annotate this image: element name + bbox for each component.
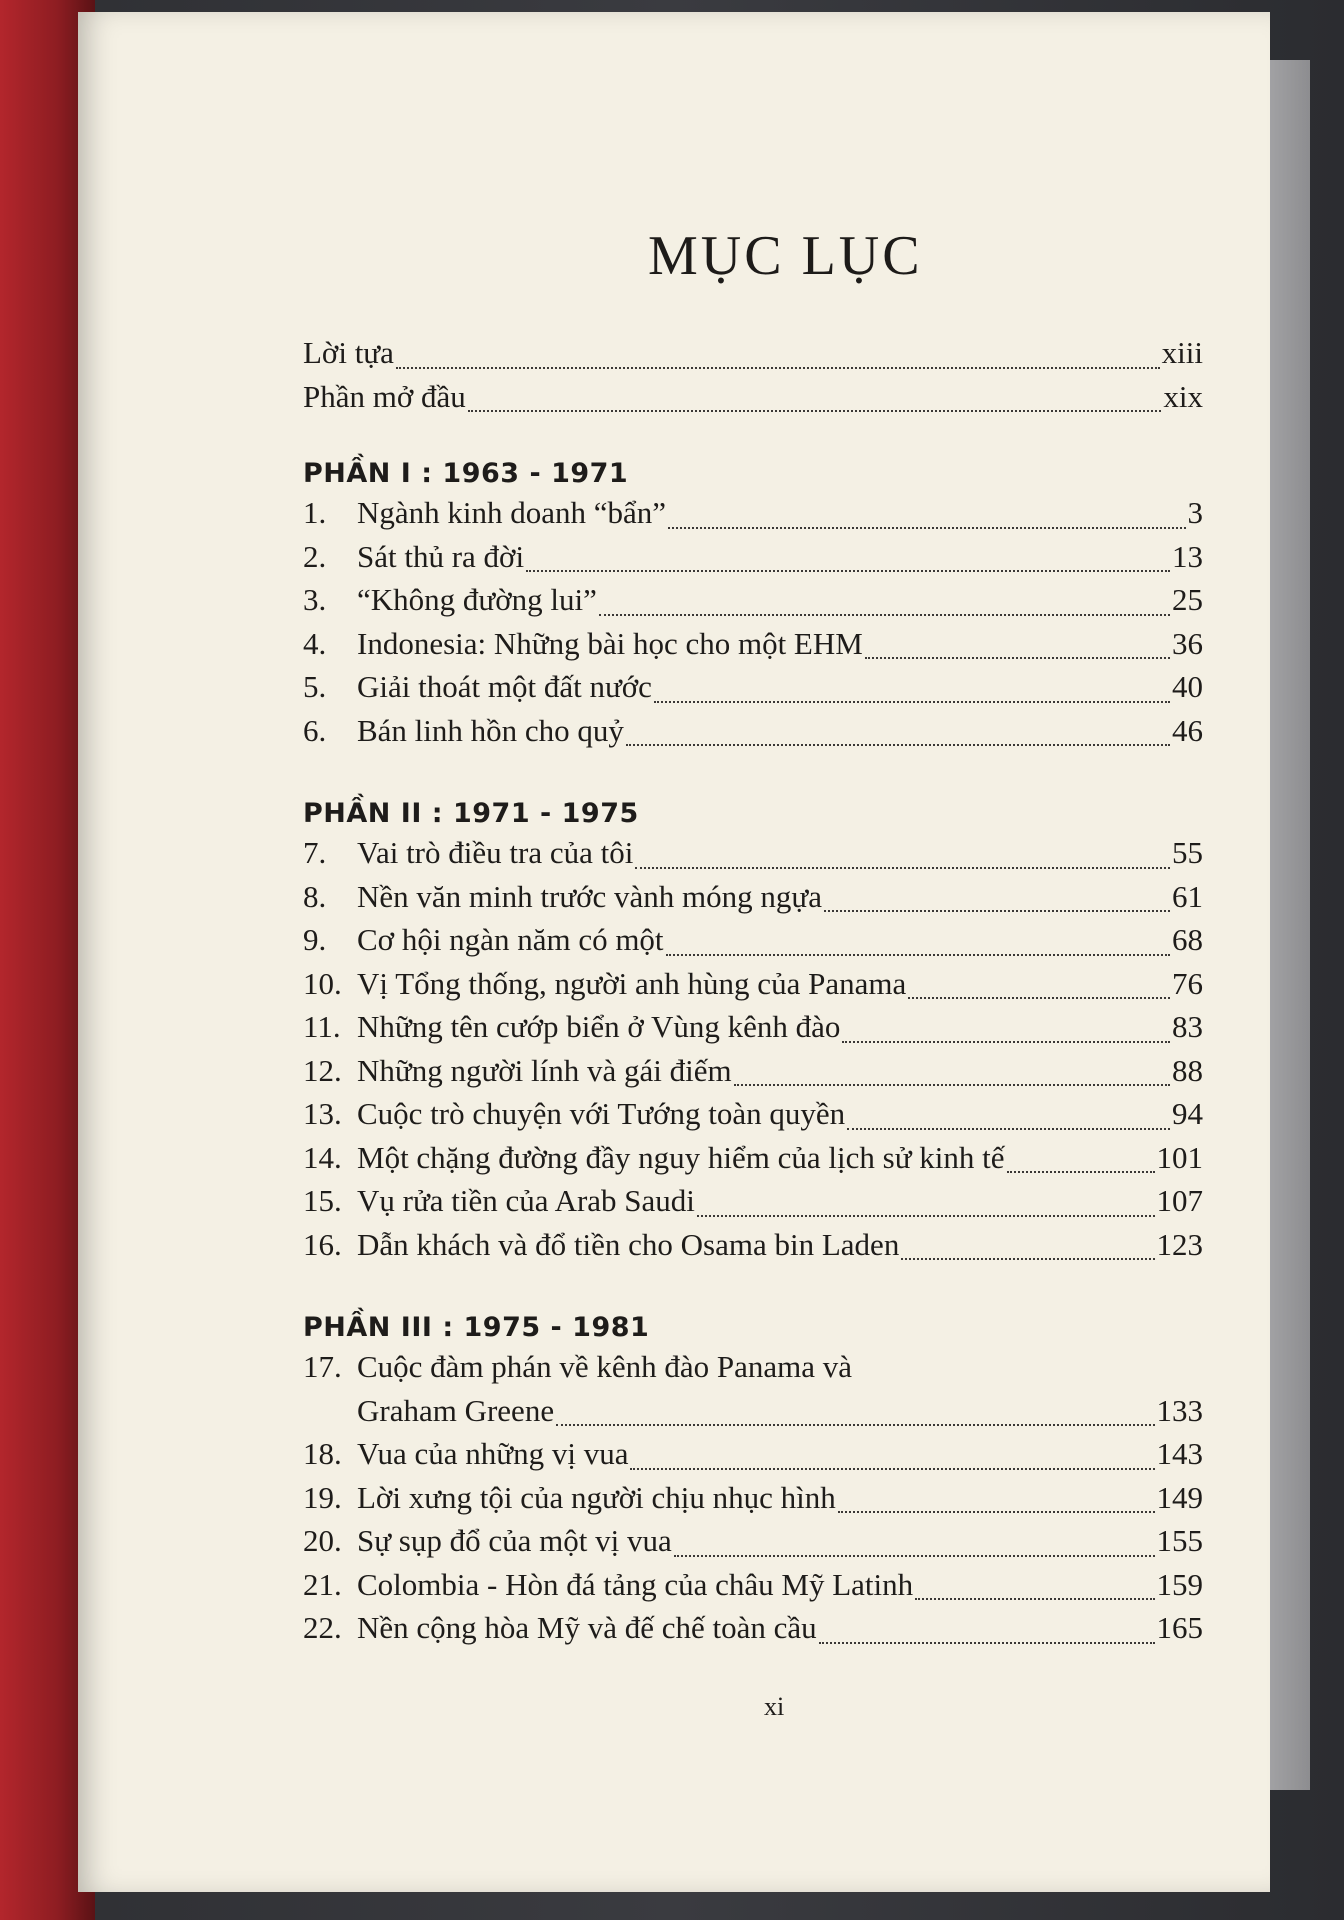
section-gap xyxy=(303,1270,1203,1300)
page-reference: 101 xyxy=(1156,1139,1203,1175)
page-reference: 76 xyxy=(1172,965,1203,1001)
page-reference: 107 xyxy=(1156,1183,1203,1218)
page-reference: 61 xyxy=(1172,878,1203,914)
dot-leader xyxy=(396,357,1160,369)
dot-leader xyxy=(626,734,1170,746)
part-heading: PHẦN III : 1975 - 1981 xyxy=(303,1312,650,1343)
chapter-number: 21. xyxy=(303,1566,342,1602)
dot-leader xyxy=(599,604,1170,616)
section-gap xyxy=(303,422,1203,446)
chapter-number: 12. xyxy=(303,1052,342,1088)
chapter-title: Giải thoát một đất nước xyxy=(357,669,652,704)
chapter-title: Sự sụp đổ của một vị vua xyxy=(357,1523,672,1558)
toc-entry[interactable] xyxy=(303,626,1203,670)
toc-entry[interactable] xyxy=(303,1567,1203,1611)
toc-entry[interactable] xyxy=(303,379,1203,423)
part-heading: PHẦN I : 1963 - 1971 xyxy=(303,458,629,489)
toc-entry[interactable] xyxy=(303,922,1203,966)
dot-leader xyxy=(468,400,1162,412)
dot-leader xyxy=(824,900,1170,912)
page-reference: 143 xyxy=(1156,1436,1203,1471)
chapter-title: Vụ rửa tiền của Arab Saudi xyxy=(357,1183,695,1218)
toc-entry-line xyxy=(303,1349,1203,1393)
dot-leader xyxy=(654,691,1170,703)
dot-leader xyxy=(630,1458,1154,1470)
chapter-number: 1. xyxy=(303,495,327,530)
chapter-number: 3. xyxy=(303,582,327,617)
chapter-title: Một chặng đường đầy nguy hiểm của lịch sử kinh tế xyxy=(357,1139,1005,1175)
dot-leader xyxy=(668,517,1185,529)
chapter-number: 9. xyxy=(303,922,327,957)
chapter-number: 13. xyxy=(303,1096,342,1131)
chapter-number: 15. xyxy=(303,1183,342,1218)
toc-entry[interactable] xyxy=(303,1393,1203,1437)
chapter-title: Phần mở đầu xyxy=(303,378,466,414)
dot-leader xyxy=(526,560,1170,572)
page-reference: 83 xyxy=(1172,1009,1203,1044)
chapter-number: 19. xyxy=(303,1479,342,1515)
toc-entry[interactable] xyxy=(303,1436,1203,1480)
chapter-title: Colombia - Hòn đá tảng của châu Mỹ Latinh xyxy=(357,1566,914,1602)
chapter-title: Vua của những vị vua xyxy=(357,1436,629,1471)
chapter-number: 11. xyxy=(303,1009,341,1044)
page-reference: 149 xyxy=(1156,1479,1203,1515)
page-reference: 165 xyxy=(1156,1610,1203,1645)
chapter-title: “Không đường lui” xyxy=(357,582,597,617)
dot-leader xyxy=(838,1501,1155,1513)
chapter-title-continued: Graham Greene xyxy=(357,1392,555,1428)
page-reference: 133 xyxy=(1156,1392,1203,1428)
dot-leader xyxy=(1007,1161,1155,1173)
book-page xyxy=(78,12,1270,1892)
chapter-number: 2. xyxy=(303,538,327,574)
toc-entry[interactable] xyxy=(303,1227,1203,1271)
page-reference: 46 xyxy=(1172,712,1203,748)
page-reference: 13 xyxy=(1172,538,1203,574)
toc-entry[interactable] xyxy=(303,713,1203,757)
page-reference: 55 xyxy=(1172,835,1203,870)
toc-entry[interactable] xyxy=(303,539,1203,583)
chapter-title: Vị Tổng thống, người anh hùng của Panama xyxy=(357,965,907,1001)
chapter-title: Lời tựa xyxy=(303,335,394,370)
dot-leader xyxy=(635,857,1170,869)
section-gap xyxy=(303,756,1203,786)
page-reference: 88 xyxy=(1172,1052,1203,1088)
chapter-title: Những người lính và gái điếm xyxy=(357,1052,732,1088)
page-reference: 155 xyxy=(1156,1523,1203,1558)
page-reference: 123 xyxy=(1156,1226,1203,1262)
chapter-title: Indonesia: Những bài học cho một EHM xyxy=(357,625,863,661)
chapter-number: 10. xyxy=(303,965,342,1001)
chapter-title: Cơ hội ngàn năm có một xyxy=(357,922,664,957)
dot-leader xyxy=(556,1414,1154,1426)
chapter-title: Nền văn minh trước vành móng ngựa xyxy=(357,878,822,914)
dot-leader xyxy=(915,1588,1154,1600)
chapter-title: Ngành kinh doanh “bẩn” xyxy=(357,495,667,530)
chapter-title: Dẫn khách và đổ tiền cho Osama bin Laden xyxy=(357,1226,900,1262)
dot-leader xyxy=(697,1205,1155,1217)
toc-entry[interactable] xyxy=(303,1096,1203,1140)
chapter-number: 6. xyxy=(303,712,327,748)
toc-entry[interactable] xyxy=(303,879,1203,923)
chapter-title: Cuộc trò chuyện với Tướng toàn quyền xyxy=(357,1096,846,1131)
chapter-title: Bán linh hồn cho quỷ xyxy=(357,712,624,748)
toc-entry[interactable] xyxy=(303,1480,1203,1524)
chapter-title: Lời xưng tội của người chịu nhục hình xyxy=(357,1479,836,1515)
toc-entry[interactable] xyxy=(303,1140,1203,1184)
toc-entry[interactable] xyxy=(303,1183,1203,1227)
toc-entry[interactable] xyxy=(303,495,1203,539)
chapter-title: Vai trò điều tra của tôi xyxy=(357,835,634,870)
chapter-title: Sát thủ ra đời xyxy=(357,538,525,574)
chapter-number: 16. xyxy=(303,1226,342,1262)
page-reference: 40 xyxy=(1172,669,1203,704)
chapter-number: 20. xyxy=(303,1523,342,1558)
dot-leader xyxy=(842,1031,1170,1043)
dot-leader xyxy=(666,944,1170,956)
toc-entry[interactable] xyxy=(303,1053,1203,1097)
chapter-number: 5. xyxy=(303,669,327,704)
dot-leader xyxy=(865,647,1170,659)
chapter-number: 17. xyxy=(303,1349,342,1384)
chapter-number: 4. xyxy=(303,625,327,661)
chapter-number: 18. xyxy=(303,1436,342,1471)
toc-entry[interactable] xyxy=(303,966,1203,1010)
page-reference: 68 xyxy=(1172,922,1203,957)
toc-entry[interactable] xyxy=(303,1610,1203,1654)
chapter-title: Những tên cướp biển ở Vùng kênh đào xyxy=(357,1009,841,1044)
toc-entry[interactable] xyxy=(303,669,1203,713)
toc-entry[interactable] xyxy=(303,1009,1203,1053)
toc-entry[interactable] xyxy=(303,335,1203,379)
toc-entry[interactable] xyxy=(303,1523,1203,1567)
page-title: MỤC LỤC xyxy=(648,225,923,287)
dot-leader xyxy=(847,1118,1170,1130)
dot-leader xyxy=(734,1074,1170,1086)
chapter-number: 14. xyxy=(303,1139,342,1175)
page-reference: 159 xyxy=(1156,1566,1203,1602)
page-reference: 36 xyxy=(1172,625,1203,661)
page-reference: 25 xyxy=(1172,582,1203,617)
dot-leader xyxy=(908,987,1170,999)
page-reference: 94 xyxy=(1172,1096,1203,1131)
toc-entry[interactable] xyxy=(303,582,1203,626)
page-reference: 3 xyxy=(1187,495,1203,530)
chapter-title: Cuộc đàm phán về kênh đào Panama và xyxy=(357,1349,852,1384)
toc-entry[interactable] xyxy=(303,835,1203,879)
chapter-title: Nền cộng hòa Mỹ và đế chế toàn cầu xyxy=(357,1610,817,1645)
chapter-number: 22. xyxy=(303,1610,342,1645)
page-reference: xiii xyxy=(1161,335,1203,370)
page-number: xi xyxy=(764,1692,785,1721)
page-reference: xix xyxy=(1163,378,1203,414)
part-heading: PHẦN II : 1971 - 1975 xyxy=(303,798,639,829)
dot-leader xyxy=(819,1632,1155,1644)
table-of-contents xyxy=(303,335,1203,1654)
dot-leader xyxy=(901,1248,1154,1260)
dot-leader xyxy=(674,1545,1155,1557)
chapter-number: 8. xyxy=(303,878,327,914)
chapter-number: 7. xyxy=(303,835,327,870)
